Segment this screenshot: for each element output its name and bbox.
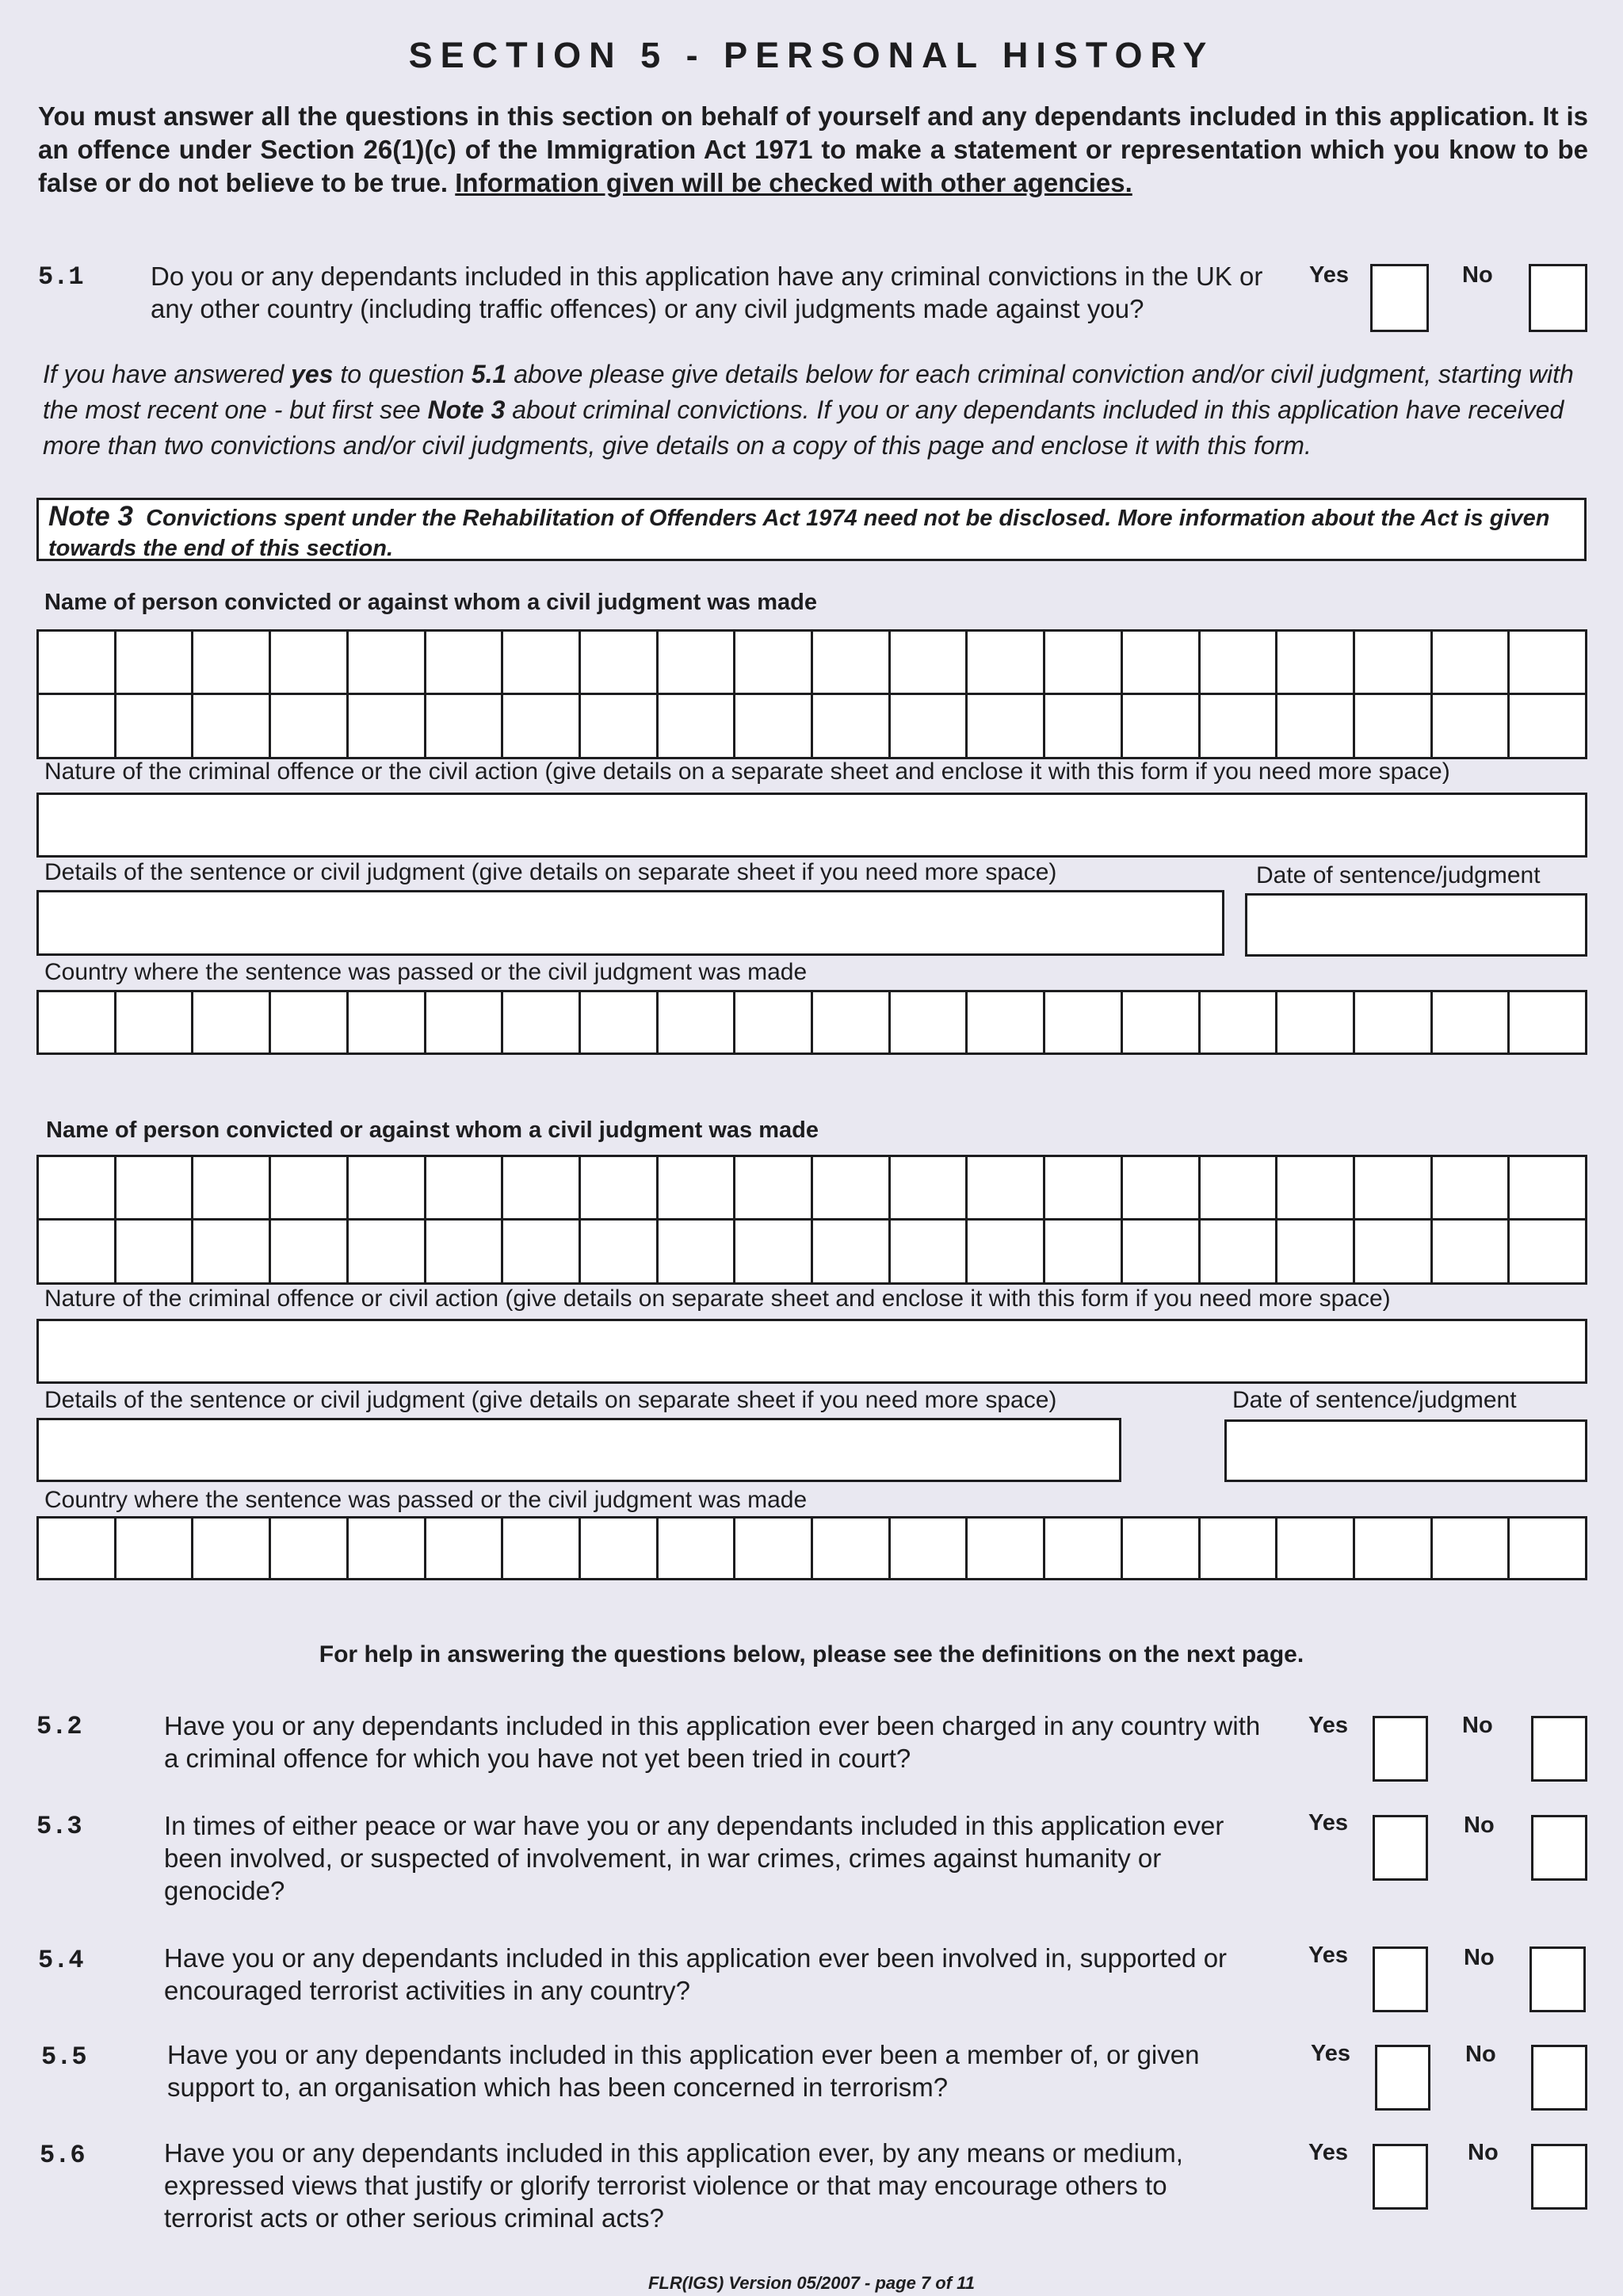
q55-yes-label: Yes: [1311, 2041, 1350, 2066]
q51-no-label: No: [1462, 262, 1493, 288]
q52-number: 5.2: [36, 1712, 82, 1741]
instruction-bold: yes: [291, 360, 334, 388]
q53-text: In times of either peace or war have you or any dependants included in this application ever been involved, or suspected of involvement, in war crimes, crimes against humanity or genocide?: [164, 1811, 1224, 1905]
block1-nature-label: Nature of the criminal offence or the civil action (give details on a separate sheet and enclose it with this form if you need more space): [44, 758, 1450, 785]
block2-country-row[interactable]: [36, 1516, 1587, 1580]
block2-nature-field[interactable]: [36, 1319, 1587, 1384]
page-footer: FLR(IGS) Version 05/2007 - page 7 of 11: [647, 2273, 976, 2293]
intro-underlined: Information given will be checked with other agencies.: [455, 168, 1132, 197]
q56-no-checkbox[interactable]: [1531, 2144, 1587, 2210]
instruction-bold: Note 3: [427, 395, 506, 424]
q56-no-label: No: [1468, 2140, 1499, 2165]
block2-country-label: Country where the sentence was passed or the civil judgment was made: [44, 1487, 808, 1513]
block2-details-label: Details of the sentence or civil judgment (give details on separate sheet if you need more space): [44, 1387, 1057, 1413]
q52-yes-label: Yes: [1308, 1713, 1348, 1738]
intro-text: You must answer all the questions in this section on behalf of yourself and any dependants included in this application. It is an offence under Section 26(1)(c) of the Immigration Act 1971 to make a statement or representation which you know to be false or do not believe to be true.: [38, 101, 1588, 197]
block1-name-label: Name of person convicted or against whom a civil judgment was made: [44, 590, 817, 615]
block2-name-row-2[interactable]: [36, 1221, 1587, 1285]
q51-no-checkbox[interactable]: [1529, 264, 1587, 332]
block2-details-field[interactable]: [36, 1418, 1121, 1482]
instruction-part: about criminal convictions. If you or any dependants included in this application have received more than two convictions and/or civil judgments, give details on a copy of this page and enclose it with this form.: [43, 395, 1564, 460]
q54-number: 5.4: [38, 1946, 84, 1975]
section-title: SECTION 5 - PERSONAL HISTORY: [408, 35, 1215, 75]
q54-no-checkbox[interactable]: [1529, 1946, 1586, 2012]
q52-yes-checkbox[interactable]: [1373, 1716, 1428, 1782]
block1-country-label: Country where the sentence was passed or the civil judgment was made: [44, 959, 808, 985]
block1-name-row-1[interactable]: [36, 629, 1587, 695]
q56-number: 5.6: [40, 2141, 86, 2170]
q54-yes-label: Yes: [1308, 1943, 1348, 1968]
note3-text: Convictions spent under the Rehabilitation of Offenders Act 1974 need not be disclosed. More information about the Act is given towards the end of this section.: [48, 506, 1550, 561]
block2-name-label: Name of person convicted or against whom a civil judgment was made: [46, 1117, 819, 1143]
q55-number: 5.5: [41, 2042, 87, 2072]
q56-text: Have you or any dependants included in this application ever, by any means or medium, expressed views that justify or glorify terrorist violence or that may encourage others to terrorist acts or other serious criminal acts?: [164, 2138, 1183, 2233]
q53-no-checkbox[interactable]: [1531, 1815, 1587, 1881]
block1-date-label: Date of sentence/judgment: [1256, 862, 1541, 888]
q55-text: Have you or any dependants included in this application ever been a member of, or given support to, an organisation which has been concerned in terrorism?: [167, 2040, 1200, 2102]
help-text: For help in answering the questions below, please see the definitions on the next page.: [319, 1641, 1304, 1668]
q54-no-label: No: [1464, 1945, 1495, 1970]
q53-no-label: No: [1464, 1813, 1495, 1838]
block2-name-row-1[interactable]: [36, 1155, 1587, 1221]
q56-yes-label: Yes: [1308, 2140, 1348, 2165]
instruction-bold: 5.1: [471, 360, 507, 388]
q54-yes-checkbox[interactable]: [1373, 1946, 1428, 2012]
block2-date-label: Date of sentence/judgment: [1232, 1387, 1517, 1413]
instruction-part: If you have answered: [43, 360, 292, 388]
q52-no-label: No: [1462, 1713, 1493, 1738]
block2-date-field[interactable]: [1224, 1419, 1587, 1482]
intro-statement: [38, 100, 1588, 200]
q53-yes-label: Yes: [1308, 1810, 1348, 1836]
q51-yes-checkbox[interactable]: [1370, 264, 1429, 332]
instruction-part: above please give details below for each criminal conviction and/or civil judgment, starting with the most recent one - but first see: [43, 360, 1574, 424]
instruction-part: to question: [333, 360, 472, 388]
q53-yes-checkbox[interactable]: [1373, 1815, 1428, 1881]
q53-number: 5.3: [36, 1812, 82, 1841]
block1-details-label: Details of the sentence or civil judgment (give details on separate sheet if you need more space): [44, 859, 1057, 885]
block1-country-row[interactable]: [36, 990, 1587, 1055]
block1-date-field[interactable]: [1245, 893, 1587, 957]
block1-details-field[interactable]: [36, 890, 1224, 956]
q51-text: Do you or any dependants included in this application have any criminal convictions in the UK or any other country (including traffic offences) or any civil judgments made against you?: [151, 262, 1263, 323]
q52-no-checkbox[interactable]: [1531, 1716, 1587, 1782]
q55-no-label: No: [1465, 2042, 1496, 2067]
q51-yes-label: Yes: [1309, 262, 1349, 288]
q51-number: 5.1: [38, 262, 84, 292]
block1-name-row-2[interactable]: [36, 695, 1587, 759]
q54-text: Have you or any dependants included in this application ever been involved in, supported or encouraged terrorist activities in any country?: [164, 1943, 1228, 2005]
q52-text: Have you or any dependants included in this application ever been charged in any country with a criminal offence for which you have not yet been tried in court?: [164, 1711, 1261, 1773]
q56-yes-checkbox[interactable]: [1373, 2144, 1428, 2210]
note3-heading: Note 3: [48, 501, 133, 532]
q55-yes-checkbox[interactable]: [1375, 2045, 1430, 2111]
block2-nature-label: Nature of the criminal offence or civil action (give details on separate sheet and enclose it with this form if you need more space): [44, 1286, 1391, 1312]
instruction-text: [43, 357, 1587, 464]
note3-box: [36, 498, 1587, 561]
q55-no-checkbox[interactable]: [1531, 2045, 1587, 2111]
block1-nature-field[interactable]: [36, 793, 1587, 858]
